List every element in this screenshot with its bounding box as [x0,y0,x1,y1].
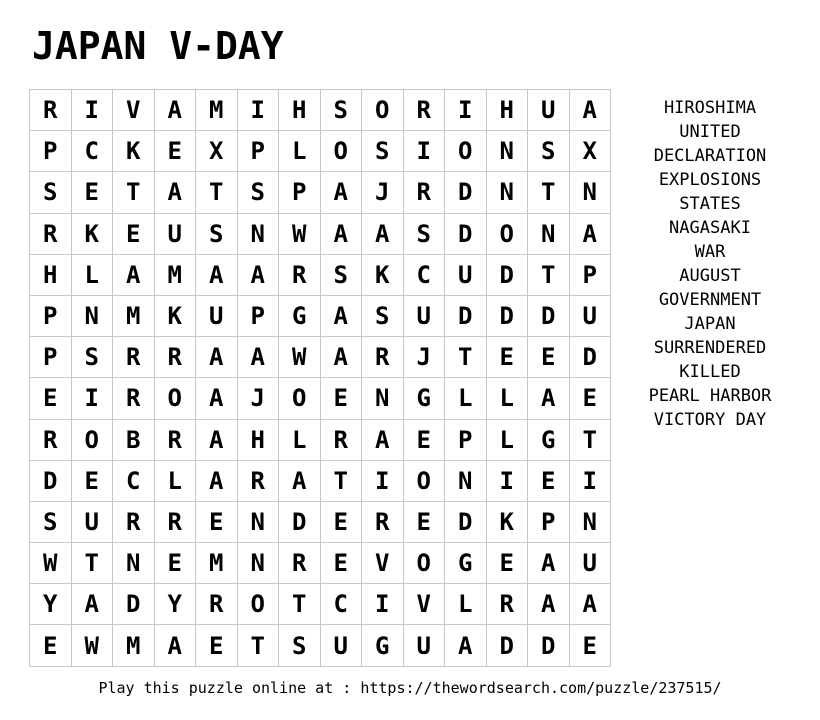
grid-cell[interactable]: A [279,461,321,502]
grid-cell[interactable]: M [196,90,238,131]
grid-cell[interactable]: A [196,337,238,378]
grid-cell[interactable]: T [279,584,321,625]
grid-cell[interactable]: A [528,378,570,419]
grid-cell[interactable]: N [362,378,404,419]
grid-cell[interactable]: A [113,255,155,296]
grid-cell[interactable]: R [30,214,72,255]
grid-cell[interactable]: I [570,461,612,502]
word-list-item: PEARL HARBOR [648,386,772,406]
grid-cell[interactable]: E [30,625,72,666]
grid-cell[interactable]: N [487,131,529,172]
grid-cell[interactable]: K [362,255,404,296]
grid-cell[interactable]: D [445,214,487,255]
grid-cell[interactable]: L [72,255,114,296]
grid-cell[interactable]: P [30,337,72,378]
grid-cell[interactable]: A [155,625,197,666]
grid-cell[interactable]: R [404,90,446,131]
grid-cell[interactable]: C [72,131,114,172]
grid-cell[interactable]: I [362,584,404,625]
grid-cell[interactable]: T [528,172,570,213]
grid-cell[interactable]: H [30,255,72,296]
word-list-item: VICTORY DAY [653,410,767,430]
grid-cell[interactable]: K [487,502,529,543]
grid-cell[interactable]: D [113,584,155,625]
grid-cell[interactable]: I [445,90,487,131]
grid-cell[interactable]: E [155,131,197,172]
grid-cell[interactable]: P [30,131,72,172]
grid-cell[interactable]: A [321,214,363,255]
grid-cell[interactable]: A [570,214,612,255]
grid-cell[interactable]: T [196,172,238,213]
grid-cell[interactable]: J [404,337,446,378]
grid-cell[interactable]: I [404,131,446,172]
grid-cell[interactable]: S [72,337,114,378]
grid-cell[interactable]: N [113,543,155,584]
grid-cell[interactable]: O [404,461,446,502]
puzzle-title: JAPAN V-DAY [32,24,284,68]
grid-cell[interactable]: W [279,214,321,255]
grid-cell[interactable]: A [155,172,197,213]
grid-cell[interactable]: A [321,337,363,378]
word-list-item: HIROSHIMA [663,98,757,118]
grid-cell[interactable]: J [238,378,280,419]
grid-cell[interactable]: N [570,172,612,213]
grid-cell[interactable]: G [362,625,404,666]
grid-cell[interactable]: E [404,420,446,461]
grid-cell[interactable]: R [30,420,72,461]
grid-cell[interactable]: W [279,337,321,378]
grid-cell[interactable]: A [196,461,238,502]
grid-cell[interactable]: D [445,172,487,213]
grid-cell[interactable]: O [445,131,487,172]
grid-cell[interactable]: N [528,214,570,255]
grid-cell[interactable]: S [528,131,570,172]
grid-cell[interactable]: H [279,90,321,131]
grid-cell[interactable]: D [279,502,321,543]
grid-cell[interactable]: C [404,255,446,296]
grid-cell[interactable]: K [113,131,155,172]
grid-cell[interactable]: R [279,543,321,584]
grid-cell[interactable]: H [487,90,529,131]
grid-cell[interactable]: P [238,296,280,337]
word-list-item: DECLARATION [653,146,767,166]
word-list-item: STATES [679,194,741,214]
grid-cell[interactable]: T [321,461,363,502]
grid-cell[interactable]: G [404,378,446,419]
grid-cell[interactable]: U [321,625,363,666]
grid-cell[interactable]: N [487,172,529,213]
word-list-item: KILLED [679,362,741,382]
word-list-item: JAPAN [684,314,736,334]
grid-cell[interactable]: R [155,420,197,461]
grid-cell[interactable]: I [362,461,404,502]
grid-cell[interactable]: R [362,502,404,543]
grid-cell[interactable]: E [570,625,612,666]
grid-cell[interactable]: O [362,90,404,131]
grid-cell[interactable]: A [196,255,238,296]
grid-cell[interactable]: A [528,584,570,625]
grid-cell[interactable]: O [72,420,114,461]
grid-cell[interactable]: K [155,296,197,337]
grid-cell[interactable]: T [72,543,114,584]
grid-cell[interactable]: E [487,337,529,378]
grid-cell[interactable]: J [362,172,404,213]
grid-cell[interactable]: D [487,255,529,296]
grid-cell[interactable]: U [72,502,114,543]
grid-cell[interactable]: P [528,502,570,543]
grid-cell[interactable]: N [238,502,280,543]
grid-cell[interactable]: E [570,378,612,419]
grid-cell[interactable]: U [570,543,612,584]
grid-cell[interactable]: U [196,296,238,337]
footer-text: Play this puzzle online at : https://thewordsearch.com/puzzle/237515/ [98,679,722,697]
grid-cell[interactable]: D [30,461,72,502]
grid-cell[interactable]: O [155,378,197,419]
grid-cell[interactable]: A [321,172,363,213]
grid-cell[interactable]: C [321,584,363,625]
grid-cell[interactable]: E [528,461,570,502]
letter-grid [29,89,611,667]
grid-cell[interactable]: T [445,337,487,378]
grid-cell[interactable]: S [30,502,72,543]
grid-cell[interactable]: G [445,543,487,584]
grid-cell[interactable]: H [238,420,280,461]
grid-cell[interactable]: R [113,337,155,378]
grid-cell[interactable]: R [279,255,321,296]
grid-cell[interactable]: A [570,90,612,131]
grid-cell[interactable]: S [362,296,404,337]
grid-cell[interactable]: E [321,378,363,419]
grid-cell[interactable]: P [279,172,321,213]
grid-cell[interactable]: A [528,543,570,584]
grid-cell[interactable]: R [238,461,280,502]
grid-cell[interactable]: A [196,420,238,461]
grid-cell[interactable]: U [570,296,612,337]
grid-cell[interactable]: A [321,296,363,337]
grid-cell[interactable]: U [445,255,487,296]
grid-cell[interactable]: L [445,378,487,419]
grid-cell[interactable]: U [528,90,570,131]
grid-cell[interactable]: D [445,502,487,543]
grid-cell[interactable]: O [321,131,363,172]
grid-cell[interactable]: L [279,131,321,172]
word-list-item: GOVERNMENT [658,290,762,310]
word-list-item: UNITED [679,122,741,142]
grid-cell[interactable]: A [238,337,280,378]
grid-cell[interactable]: S [362,131,404,172]
grid-cell[interactable]: E [528,337,570,378]
word-list-item: EXPLOSIONS [658,170,762,190]
grid-cell[interactable]: M [196,543,238,584]
word-list-item: AUGUST [679,266,741,286]
grid-cell[interactable]: L [279,420,321,461]
grid-cell[interactable]: S [321,255,363,296]
grid-cell[interactable]: S [238,172,280,213]
grid-cell[interactable]: A [362,214,404,255]
grid-cell[interactable]: S [196,214,238,255]
grid-cell[interactable]: O [487,214,529,255]
grid-cell[interactable]: G [528,420,570,461]
grid-cell[interactable]: R [404,172,446,213]
grid-cell[interactable]: O [279,378,321,419]
grid-cell[interactable]: P [445,420,487,461]
grid-cell[interactable]: B [113,420,155,461]
grid-cell[interactable]: Y [155,584,197,625]
grid-cell[interactable]: A [196,378,238,419]
word-list-item: SURRENDERED [653,338,767,358]
grid-cell[interactable]: I [487,461,529,502]
grid-cell[interactable]: E [72,461,114,502]
grid-cell[interactable]: A [445,625,487,666]
grid-cell[interactable]: R [155,502,197,543]
word-list-item: NAGASAKI [669,218,751,238]
grid-cell[interactable]: K [72,214,114,255]
grid-cell[interactable]: D [445,296,487,337]
grid-cell[interactable]: E [155,543,197,584]
grid-cell[interactable]: A [570,584,612,625]
grid-cell[interactable]: L [155,461,197,502]
grid-cell[interactable]: R [30,90,72,131]
grid-cell[interactable]: T [113,172,155,213]
grid-cell[interactable]: V [404,584,446,625]
grid-cell[interactable]: S [30,172,72,213]
grid-cell[interactable]: E [30,378,72,419]
grid-cell[interactable]: N [238,214,280,255]
grid-cell[interactable]: A [238,255,280,296]
grid-cell[interactable]: C [113,461,155,502]
grid-cell[interactable]: O [238,584,280,625]
grid-cell[interactable]: M [113,296,155,337]
grid-cell[interactable]: E [113,214,155,255]
grid-cell[interactable]: P [570,255,612,296]
grid-cell[interactable]: E [404,502,446,543]
grid-cell[interactable]: L [487,378,529,419]
grid-cell[interactable]: S [279,625,321,666]
grid-cell[interactable]: S [321,90,363,131]
grid-cell[interactable]: M [155,255,197,296]
grid-cell[interactable]: R [487,584,529,625]
word-list-item: WAR [694,242,726,262]
grid-cell[interactable]: A [155,90,197,131]
grid-cell[interactable]: E [72,172,114,213]
grid-cell[interactable]: E [196,502,238,543]
grid-cell[interactable]: W [30,543,72,584]
grid-cell[interactable]: N [570,502,612,543]
grid-cell[interactable]: V [113,90,155,131]
grid-cell[interactable]: N [72,296,114,337]
grid-cell[interactable]: A [362,420,404,461]
grid-cell[interactable]: P [30,296,72,337]
grid-cell[interactable]: L [487,420,529,461]
grid-cell[interactable]: N [445,461,487,502]
grid-cell[interactable]: D [528,296,570,337]
grid-cell[interactable]: D [487,296,529,337]
grid-cell[interactable]: D [570,337,612,378]
grid-cell[interactable]: R [362,337,404,378]
grid-cell[interactable]: R [113,502,155,543]
grid-cell[interactable]: E [321,543,363,584]
grid-cell[interactable]: X [570,131,612,172]
grid-cell[interactable]: T [528,255,570,296]
grid-cell[interactable]: T [238,625,280,666]
grid-cell[interactable]: W [72,625,114,666]
grid-cell[interactable]: E [196,625,238,666]
grid-cell[interactable]: X [196,131,238,172]
grid-cell[interactable]: R [321,420,363,461]
grid-cell[interactable]: R [113,378,155,419]
grid-cell[interactable]: L [445,584,487,625]
word-list [630,96,790,432]
grid-cell[interactable]: R [155,337,197,378]
grid-cell[interactable]: O [404,543,446,584]
grid-cell[interactable]: R [196,584,238,625]
grid-cell[interactable]: A [72,584,114,625]
grid-cell[interactable]: U [404,296,446,337]
grid-cell[interactable]: G [279,296,321,337]
grid-cell[interactable]: V [362,543,404,584]
grid-cell[interactable]: M [113,625,155,666]
grid-cell[interactable]: P [238,131,280,172]
grid-cell[interactable]: U [404,625,446,666]
grid-cell[interactable]: N [238,543,280,584]
grid-cell[interactable]: U [155,214,197,255]
grid-cell[interactable]: I [72,90,114,131]
grid-cell[interactable]: E [321,502,363,543]
grid-cell[interactable]: D [528,625,570,666]
grid-cell[interactable]: Y [30,584,72,625]
grid-cell[interactable]: D [487,625,529,666]
grid-cell[interactable]: S [404,214,446,255]
grid-cell[interactable]: I [238,90,280,131]
grid-cell[interactable]: E [487,543,529,584]
grid-cell[interactable]: I [72,378,114,419]
grid-cell[interactable]: T [570,420,612,461]
